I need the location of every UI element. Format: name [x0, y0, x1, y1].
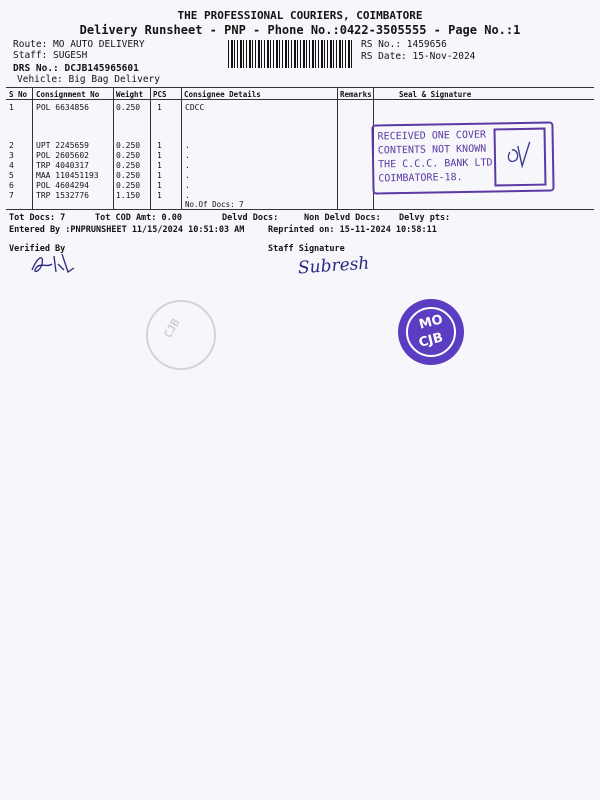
table-row-weight: 0.250: [116, 181, 141, 190]
table-row-sno: 6: [9, 181, 14, 190]
col-header-remarks: Remarks: [340, 90, 372, 99]
staff-label: Staff: SUGESH: [13, 50, 88, 61]
table-row-consignment: MAA 110451193: [36, 171, 99, 180]
runsheet-subtitle: Delivery Runsheet - PNP - Phone No.:0422-3505555 - Page No.:1: [79, 23, 521, 37]
table-row-consignee: .: [185, 151, 190, 160]
stamp-signature-box: [493, 128, 546, 187]
table-row-consignee: CDCC: [185, 103, 205, 112]
table-row-consignee: .: [185, 141, 190, 150]
table-row-weight: 0.250: [116, 161, 141, 170]
table-row-consignment: POL 2605602: [36, 151, 89, 160]
received-stamp: [371, 121, 554, 194]
table-row-consignee: .: [185, 171, 190, 180]
stamp-line: RECEIVED ONE COVER: [377, 129, 487, 143]
table-row-weight: 1.150: [116, 191, 141, 200]
table-header-border: [6, 99, 594, 100]
col-header-weight: Weight: [116, 90, 144, 99]
table-row-weight: 0.250: [116, 151, 141, 160]
table-bottom-border: [6, 209, 594, 210]
col-header-seal: Seal & Signature: [399, 90, 472, 99]
table-row-pcs: 1: [157, 191, 162, 200]
table-row-consignment: TRP 1532776: [36, 191, 89, 200]
total-cod-amount: Tot COD Amt: 0.00: [95, 213, 182, 223]
table-row-sno: 4: [9, 161, 14, 170]
mo-cjb-seal: [398, 299, 464, 365]
table-row-pcs: 1: [157, 181, 162, 190]
col-header-pcs: PCS: [153, 90, 167, 99]
reprinted-on: Reprinted on: 15-11-2024 10:58:11: [268, 225, 437, 235]
table-row-sno: 2: [9, 141, 14, 150]
table-row-weight: 0.250: [116, 141, 141, 150]
rs-date: RS Date: 15-Nov-2024: [361, 51, 476, 62]
table-row-pcs: 1: [157, 161, 162, 170]
rs-number: RS No.: 1459656: [361, 39, 447, 50]
col-divider: [337, 88, 338, 209]
table-row-sno: 1: [9, 103, 14, 112]
stamp-line: THE C.C.C. BANK LTD: [378, 157, 493, 171]
table-row-consignment: POL 6634856: [36, 103, 89, 112]
verified-by-label: Verified By: [9, 244, 66, 254]
delivery-points: Delvy pts:: [399, 213, 451, 223]
table-row-consignment: UPT 2245659: [36, 141, 89, 150]
table-row-pcs: 1: [157, 103, 162, 112]
col-header-consignee: Consignee Details: [184, 90, 261, 99]
faint-seal: [146, 300, 216, 370]
col-divider: [181, 88, 182, 209]
table-top-border: [6, 87, 594, 88]
staff-handwritten-signature: Subresh: [297, 253, 370, 279]
table-row-sno: 7: [9, 191, 14, 200]
route-label: Route: MO AUTO DELIVERY: [13, 39, 145, 50]
table-row-consignee: .: [185, 181, 190, 190]
col-header-sno: S No: [9, 90, 28, 99]
table-row-weight: 0.250: [116, 103, 141, 112]
staff-signature-label: Staff Signature: [268, 244, 345, 254]
table-row-pcs: 1: [157, 151, 162, 160]
table-row-consignment: TRP 4040317: [36, 161, 89, 170]
total-docs: Tot Docs: 7: [9, 213, 66, 223]
seal-cjb-text: CJB: [417, 330, 445, 351]
delivered-docs: Delvd Docs:: [222, 213, 279, 223]
col-divider: [150, 88, 151, 209]
vehicle-label: Vehicle: Big Bag Delivery: [17, 74, 160, 85]
barcode: [228, 40, 354, 68]
table-row-pcs: 1: [157, 171, 162, 180]
faint-seal-text: CJB: [161, 316, 183, 341]
col-divider: [32, 88, 33, 209]
no-of-docs: No.Of Docs: 7: [185, 200, 244, 209]
seal-mo-text: MO: [417, 312, 445, 333]
stamp-signature-mark: [496, 130, 541, 181]
stamp-line: CONTENTS NOT KNOWN: [377, 143, 487, 157]
non-delivered-docs: Non Delvd Docs:: [304, 213, 381, 223]
table-row-consignee: .: [185, 161, 190, 170]
table-row-sno: 3: [9, 151, 14, 160]
verified-signature: [28, 250, 88, 280]
company-title: THE PROFESSIONAL COURIERS, COIMBATORE: [177, 9, 423, 22]
col-header-consignment: Consignment No: [36, 90, 100, 99]
stamp-line: COIMBATORE-18.: [378, 172, 463, 185]
table-row-pcs: 1: [157, 141, 162, 150]
table-row-weight: 0.250: [116, 171, 141, 180]
table-row-sno: 5: [9, 171, 14, 180]
entered-by: Entered By :PNPRUNSHEET 11/15/2024 10:51:03 AM: [9, 225, 245, 235]
table-row-consignee: .: [185, 191, 190, 200]
table-row-consignment: POL 4604294: [36, 181, 89, 190]
col-divider: [113, 88, 114, 209]
drs-number: DRS No.: DCJB145965601: [13, 63, 139, 74]
